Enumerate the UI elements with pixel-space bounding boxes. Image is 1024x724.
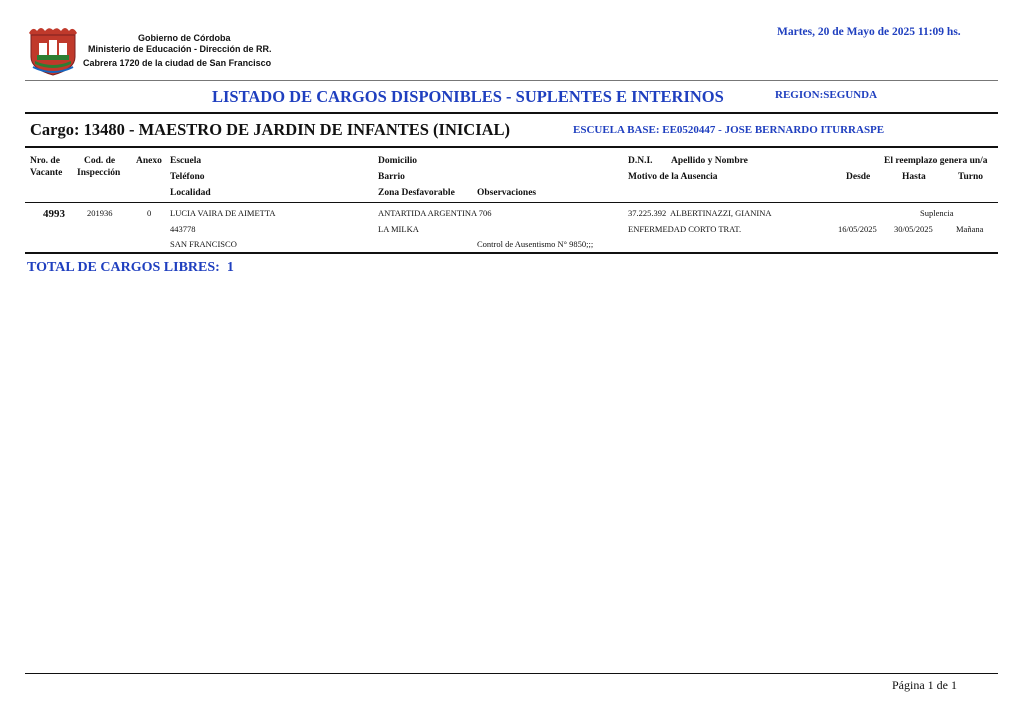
cell-anexo: 0 [147,208,152,218]
col-cod-inspeccion-2: Inspección [77,168,121,178]
cell-barrio: LA MILKA [378,224,419,234]
cell-reemplazo: Suplencia [920,208,954,218]
divider-cargo [25,146,998,148]
report-title: LISTADO DE CARGOS DISPONIBLES - SUPLENTES E INTERINOS [212,87,724,106]
cell-observaciones: Control de Ausentismo N° 9850;;; [477,239,594,249]
region-label: REGION:SEGUNDA [775,89,878,101]
divider-title [25,112,998,114]
org-name: Gobierno de Córdoba [138,33,231,43]
col-desde: Desde [846,172,871,182]
cell-telefono: 443778 [170,224,196,234]
col-barrio: Barrio [378,172,405,182]
cargo-title: Cargo: 13480 - MAESTRO DE JARDIN DE INFANTES (INICIAL) [30,120,511,139]
col-reemplazo: El reemplazo genera un/a [884,156,988,166]
cell-localidad: SAN FRANCISCO [170,239,237,249]
org-ministry: Ministerio de Educación - Dirección de RR. [88,44,272,54]
cell-desde: 16/05/2025 [838,224,877,234]
cell-dni-nombre: 37.225.392 ALBERTINAZZI, GIANINA [628,208,772,218]
col-dni: D.N.I. [628,156,653,166]
cell-cod-inspeccion: 201936 [87,208,113,218]
col-domicilio: Domicilio [378,156,418,166]
col-apellido-nombre: Apellido y Nombre [671,156,748,166]
divider-header [25,202,998,203]
col-zona-desfavorable: Zona Desfavorable [378,188,455,198]
divider-row [25,252,998,254]
total-cargos-libres: TOTAL DE CARGOS LIBRES: 1 [27,260,234,275]
cell-domicilio: ANTARTIDA ARGENTINA 706 [378,208,492,218]
divider-top [25,80,998,81]
col-observaciones: Observaciones [477,188,537,198]
cell-nro-vacante: 4993 [43,208,65,220]
col-localidad: Localidad [170,188,211,198]
col-anexo: Anexo [136,156,162,166]
cell-hasta: 30/05/2025 [894,224,933,234]
escuela-base: ESCUELA BASE: EE0520447 - JOSE BERNARDO ITURRASPE [573,124,885,136]
divider-footer [25,673,998,674]
col-cod-inspeccion-1: Cod. de [84,156,116,166]
cell-motivo: ENFERMEDAD CORTO TRAT. [628,224,742,234]
col-telefono: Teléfono [170,172,205,182]
col-hasta: Hasta [902,172,926,182]
col-motivo-ausencia: Motivo de la Ausencia [628,172,718,182]
col-nro-vacante-2: Vacante [30,168,63,178]
org-address: Cabrera 1720 de la ciudad de San Francisco [83,58,272,68]
col-escuela: Escuela [170,156,202,166]
cordoba-coat-of-arms-logo [27,23,79,79]
col-turno: Turno [958,172,983,182]
cell-escuela: LUCIA VAIRA DE AIMETTA [170,208,276,218]
cell-turno: Mañana [956,224,984,234]
col-nro-vacante-1: Nro. de [30,156,60,166]
report-datetime: Martes, 20 de Mayo de 2025 11:09 hs. [777,26,961,38]
page-number: Página 1 de 1 [892,678,957,692]
